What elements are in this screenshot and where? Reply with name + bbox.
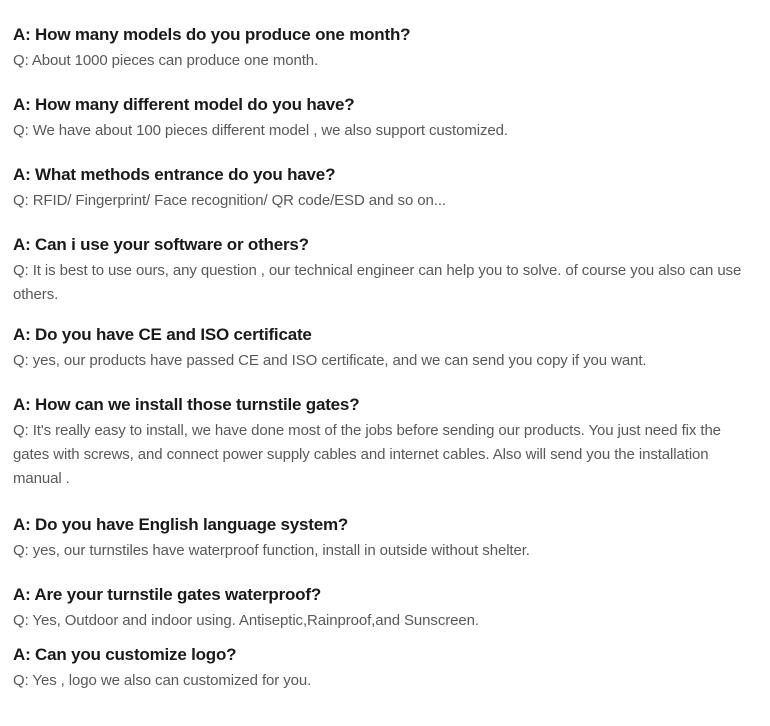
faq-answer: Q: It is best to use ours, any question , our technical engineer can help you to solve. of course you also can use others. (13, 262, 742, 303)
faq-item (13, 394, 753, 491)
faq-question: A: Can you customize logo? (13, 645, 237, 664)
faq-item (13, 94, 753, 143)
faq-answer: Q: Yes , logo we also can customized for you. (13, 672, 312, 689)
faq-question: A: Do you have English language system? (13, 515, 349, 534)
faq-answer: Q: RFID/ Fingerprint/ Face recognition/ QR code/ESD and so on... (13, 192, 446, 209)
faq-item (13, 164, 753, 213)
faq-question: A: How many different model do you have? (13, 95, 355, 114)
faq-item (13, 234, 753, 307)
faq-question: A: Can i use your software or others? (13, 235, 309, 254)
faq-answer: Q: yes, our turnstiles have waterproof function, install in outside without shelter. (13, 542, 530, 559)
faq-item (13, 584, 753, 633)
faq-question: A: Are your turnstile gates waterproof? (13, 585, 322, 604)
faq-answer: Q: Yes, Outdoor and indoor using. Antiseptic,Rainproof,and Sunscreen. (13, 612, 479, 629)
faq-item (13, 644, 753, 693)
faq-answer: Q: yes, our products have passed CE and ISO certificate, and we can send you copy if you want. (13, 352, 647, 369)
faq-answer: Q: About 1000 pieces can produce one month. (13, 52, 319, 69)
faq-item (13, 324, 753, 373)
faq-question: A: Do you have CE and ISO certificate (13, 325, 312, 344)
faq-question: A: How many models do you produce one month? (13, 25, 411, 44)
faq-question: A: How can we install those turnstile gates? (13, 395, 360, 414)
faq-question: A: What methods entrance do you have? (13, 165, 336, 184)
faq-item (13, 24, 753, 73)
faq-answer: Q: We have about 100 pieces different model , we also support customized. (13, 122, 508, 139)
faq-item (13, 514, 753, 563)
faq-answer: Q: It's really easy to install, we have done most of the jobs before sending our products. You just need fix the gates with screws, and connect power supply cables and internet cables. Also will send you the installation manual . (13, 422, 721, 487)
